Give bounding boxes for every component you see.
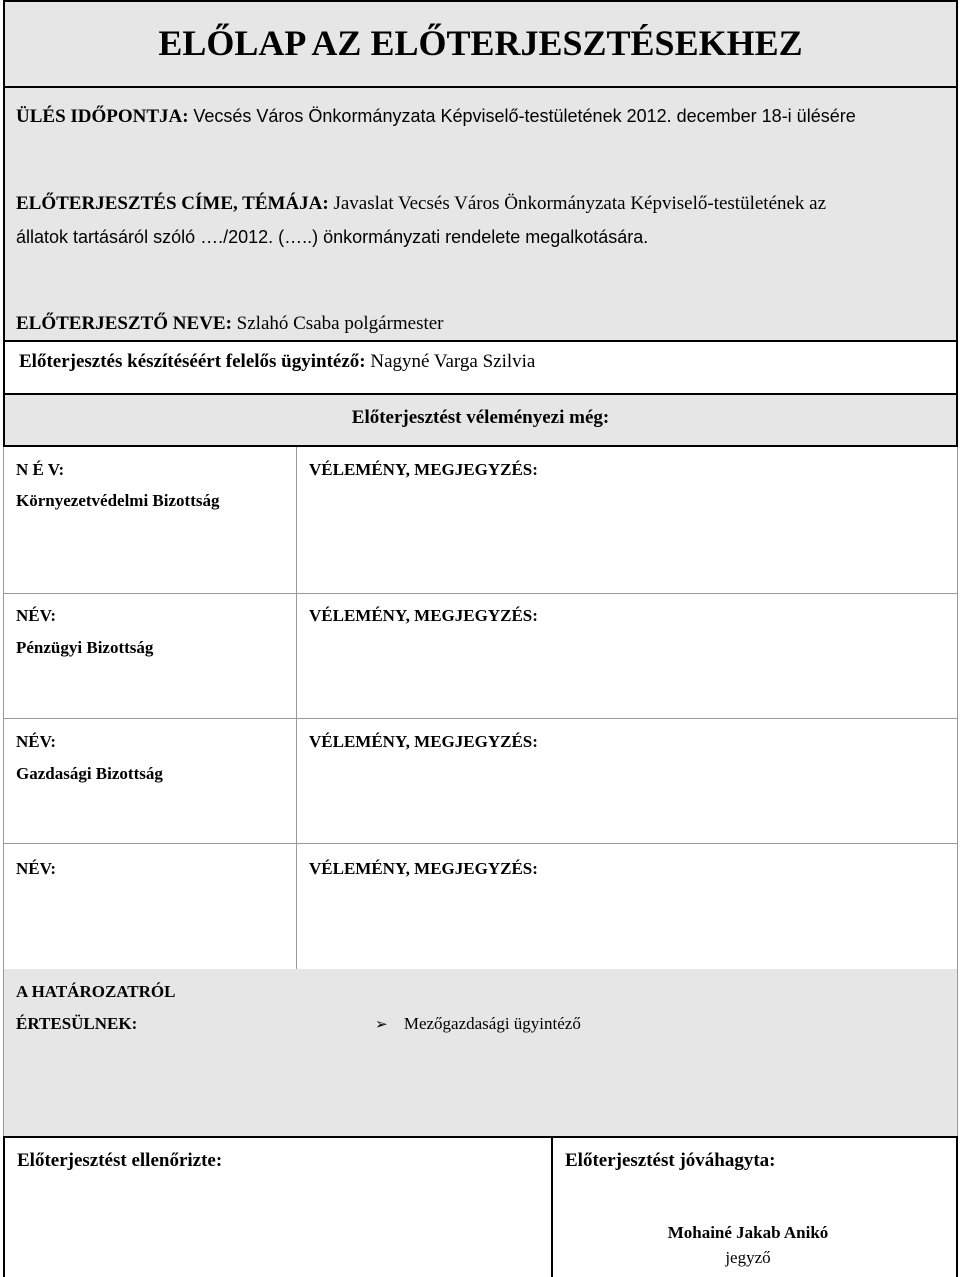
reviewers-grid — [3, 447, 958, 969]
subject-line2: állatok tartásáról szóló …./2012. (…..) önkormányzati rendelete megalkotására. — [16, 227, 649, 247]
reviewer-opinion-label: VÉLEMÉNY, MEGJEGYZÉS: — [309, 732, 538, 751]
notify-item — [375, 1014, 581, 1034]
arrow-bullet-icon: ➢ — [375, 1015, 388, 1033]
responsible-row — [3, 340, 958, 394]
reviewer-opinion-label: VÉLEMÉNY, MEGJEGYZÉS: — [309, 606, 538, 625]
presenter-label: ELŐTERJESZTŐ NEVE: — [16, 313, 232, 334]
approved-by-box — [551, 1136, 958, 1277]
subject-line1: Javaslat Vecsés Város Önkormányzata Képviselő-testületének az — [333, 193, 827, 214]
reviewer-name-label: NÉV: — [16, 606, 56, 625]
subject-label: ELŐTERJESZTÉS CÍME, TÉMÁJA: — [16, 193, 329, 214]
reviewer-name-label: NÉV: — [16, 859, 56, 878]
row-divider — [3, 843, 958, 844]
reviewers-header-text: Előterjesztést véleményezi még: — [351, 407, 610, 428]
notify-label-line1: A HATÁROZATRÓL — [16, 982, 176, 1001]
row-divider — [3, 718, 958, 719]
meeting-label: ÜLÉS IDŐPONTJA: — [16, 106, 189, 127]
presenter-row — [16, 313, 444, 335]
reviewer-name-label: NÉV: — [16, 732, 56, 751]
reviewer-name: Gazdasági Bizottság — [16, 764, 163, 783]
reviewer-name: Pénzügyi Bizottság — [16, 638, 154, 657]
approver-name: Mohainé Jakab Anikó — [667, 1223, 829, 1242]
notify-item-text: Mezőgazdasági ügyintéző — [403, 1014, 581, 1033]
checked-by-box — [3, 1136, 553, 1277]
notify-label-line2: ÉRTESÜLNEK: — [16, 1014, 138, 1033]
meeting-value: Vecsés Város Önkormányzata Képviselő-testületének 2012. december 18-i ülésére — [193, 106, 856, 126]
meeting-row — [16, 106, 856, 128]
reviewers-divider — [296, 447, 297, 969]
reviewer-name-label: N É V: — [16, 460, 65, 479]
reviewers-header — [3, 393, 958, 447]
title-band — [3, 0, 958, 88]
presenter-value: Szlahó Csaba polgármester — [236, 313, 444, 334]
approved-by-label: Előterjesztést jóváhagyta: — [565, 1150, 776, 1171]
reviewer-opinion-label: VÉLEMÉNY, MEGJEGYZÉS: — [309, 460, 538, 479]
checked-by-label: Előterjesztést ellenőrizte: — [17, 1150, 223, 1171]
responsible-label: Előterjesztés készítéséért felelős ügyintéző: — [19, 351, 366, 372]
approver-role: jegyző — [725, 1248, 771, 1267]
subject-row — [16, 193, 826, 215]
page-title: ELŐLAP AZ ELŐTERJESZTÉSEKHEZ — [158, 23, 803, 63]
reviewer-opinion-label: VÉLEMÉNY, MEGJEGYZÉS: — [309, 859, 538, 878]
responsible-value: Nagyné Varga Szilvia — [370, 351, 536, 372]
row-divider — [3, 593, 958, 594]
reviewer-name: Környezetvédelmi Bizottság — [16, 491, 220, 510]
